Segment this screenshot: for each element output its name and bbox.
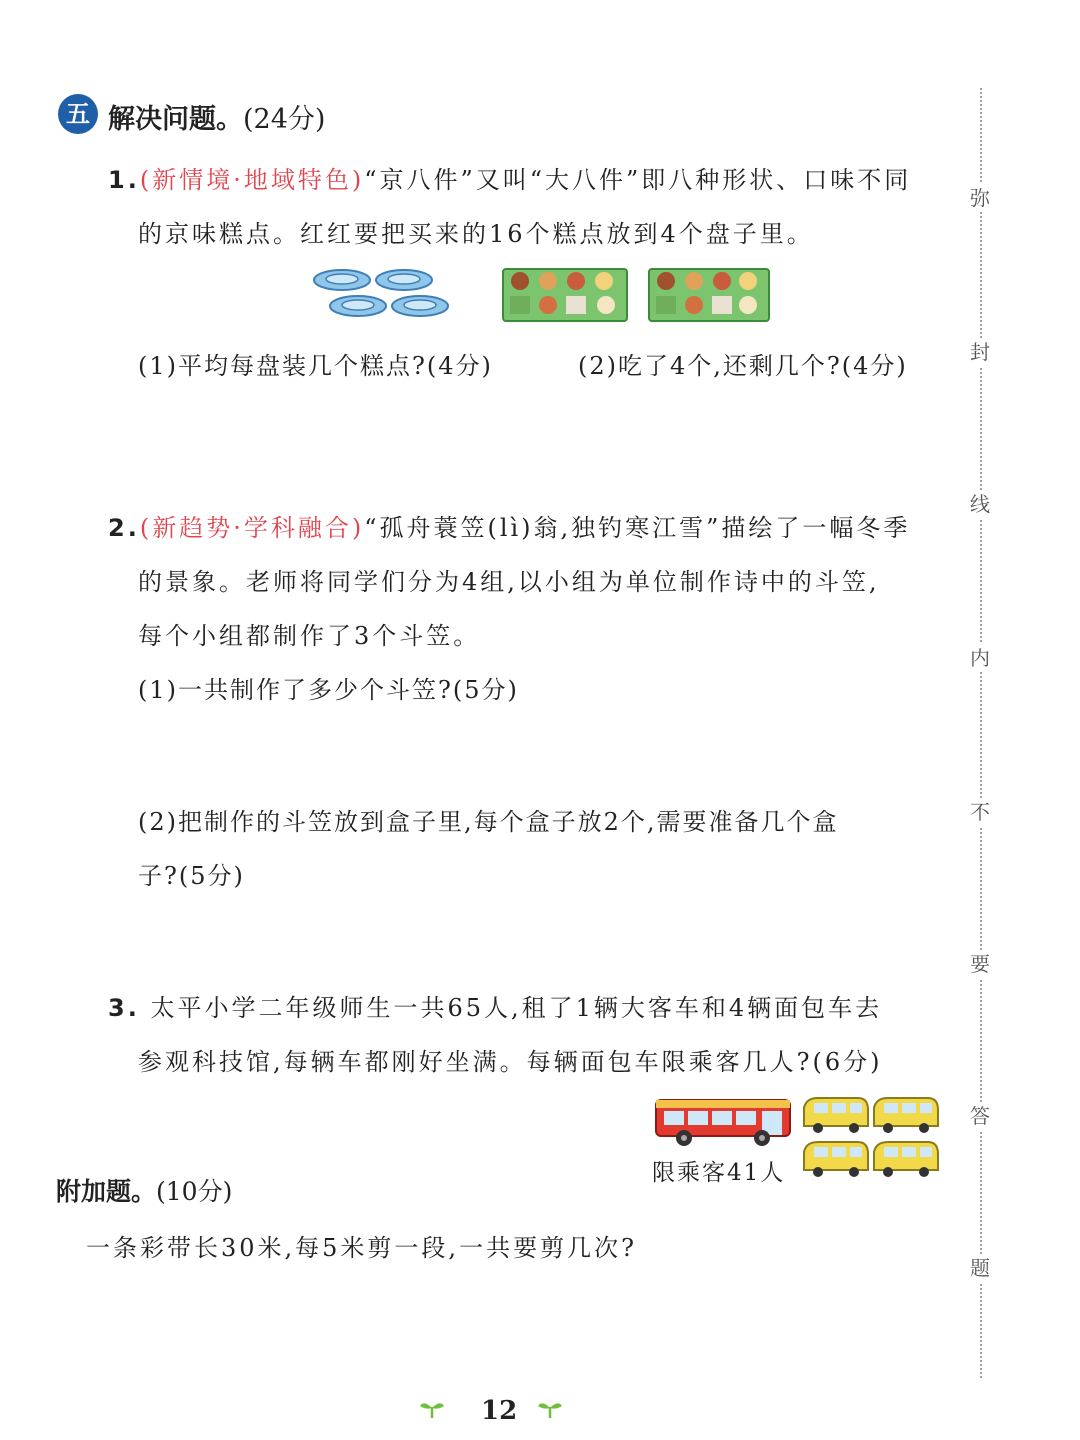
q2-line2: 的景象。老师将同学们分为4组,以小组为单位制作诗中的斗笠, bbox=[138, 568, 880, 596]
q3-line1 bbox=[108, 988, 882, 1023]
q3-number: 3. bbox=[108, 994, 140, 1022]
q2-sub-question-2-line1: (2)把制作的斗笠放到盒子里,每个盒子放2个,需要准备几个盒 bbox=[138, 808, 839, 836]
q3-text-1: 太平小学二年级师生一共65人,租了1辆大客车和4辆面包车去 bbox=[150, 994, 883, 1022]
q2-line1 bbox=[108, 508, 910, 543]
van-icon bbox=[804, 1142, 868, 1177]
binding-char: 内 bbox=[966, 644, 994, 672]
sprout-icon bbox=[418, 1398, 446, 1420]
q1-line1 bbox=[108, 160, 911, 195]
van-icon bbox=[874, 1142, 938, 1177]
binding-char: 封 bbox=[966, 338, 994, 366]
section-title bbox=[108, 97, 325, 136]
vans-illustration bbox=[800, 1094, 946, 1180]
binding-strip bbox=[960, 88, 1000, 1378]
q1-sub-question-2: (2)吃了4个,还剩几个?(4分) bbox=[578, 352, 908, 380]
q2-number: 2. bbox=[108, 514, 140, 542]
q2-text-1: “孤舟蓑笠(lì)翁,独钓寒江雪”描绘了一幅冬季 bbox=[364, 514, 911, 542]
binding-char: 不 bbox=[966, 798, 994, 826]
van-icon bbox=[874, 1098, 938, 1133]
page-number: 12 bbox=[481, 1396, 518, 1426]
van-icon bbox=[804, 1098, 868, 1133]
binding-char: 题 bbox=[966, 1254, 994, 1282]
plate-icon bbox=[392, 296, 448, 316]
pastry-box-2 bbox=[648, 268, 770, 322]
binding-char: 线 bbox=[966, 490, 994, 518]
section-score: (24分) bbox=[243, 104, 326, 135]
pastry-box-1 bbox=[502, 268, 628, 322]
q1-text-1: “京八件”又叫“大八件”即八种形状、口味不同 bbox=[364, 166, 912, 194]
binding-dotted-line bbox=[980, 88, 982, 1378]
q2-sub-question-1: (1)一共制作了多少个斗笠?(5分) bbox=[138, 676, 519, 704]
q1-number: 1. bbox=[108, 166, 140, 194]
bonus-question: 一条彩带长30米,每5米剪一段,一共要剪几次? bbox=[86, 1234, 637, 1262]
q3-line2: 参观科技馆,每辆车都刚好坐满。每辆面包车限乘客几人?(6分) bbox=[138, 1048, 883, 1076]
q2-line3: 每个小组都制作了3个斗笠。 bbox=[138, 622, 481, 650]
binding-char: 答 bbox=[966, 1102, 994, 1130]
bonus-score: (10分) bbox=[156, 1177, 233, 1206]
q2-sub-question-2-line2: 子?(5分) bbox=[138, 862, 245, 890]
q2-tag: (新趋势·学科融合) bbox=[139, 514, 365, 542]
q1-line2: 的京味糕点。红红要把买来的16个糕点放到4个盘子里。 bbox=[138, 220, 814, 248]
bus-capacity-caption: 限乘客41人 bbox=[652, 1160, 786, 1186]
section-badge: 五 bbox=[58, 94, 98, 134]
plate-icon bbox=[314, 270, 370, 290]
plate-icon bbox=[376, 270, 432, 290]
section-title-text: 解决问题。 bbox=[108, 104, 243, 135]
q1-tag: (新情境·地域特色) bbox=[139, 166, 365, 194]
bus-icon bbox=[654, 1096, 794, 1148]
binding-char: 要 bbox=[966, 950, 994, 978]
plates-illustration bbox=[312, 266, 452, 322]
sprout-icon bbox=[536, 1398, 564, 1420]
binding-char: 弥 bbox=[966, 184, 994, 212]
plate-icon bbox=[330, 296, 386, 316]
q1-sub-question-1: (1)平均每盘装几个糕点?(4分) bbox=[138, 352, 493, 380]
bonus-title-text: 附加题。 bbox=[56, 1177, 157, 1206]
bonus-title bbox=[56, 1172, 232, 1208]
